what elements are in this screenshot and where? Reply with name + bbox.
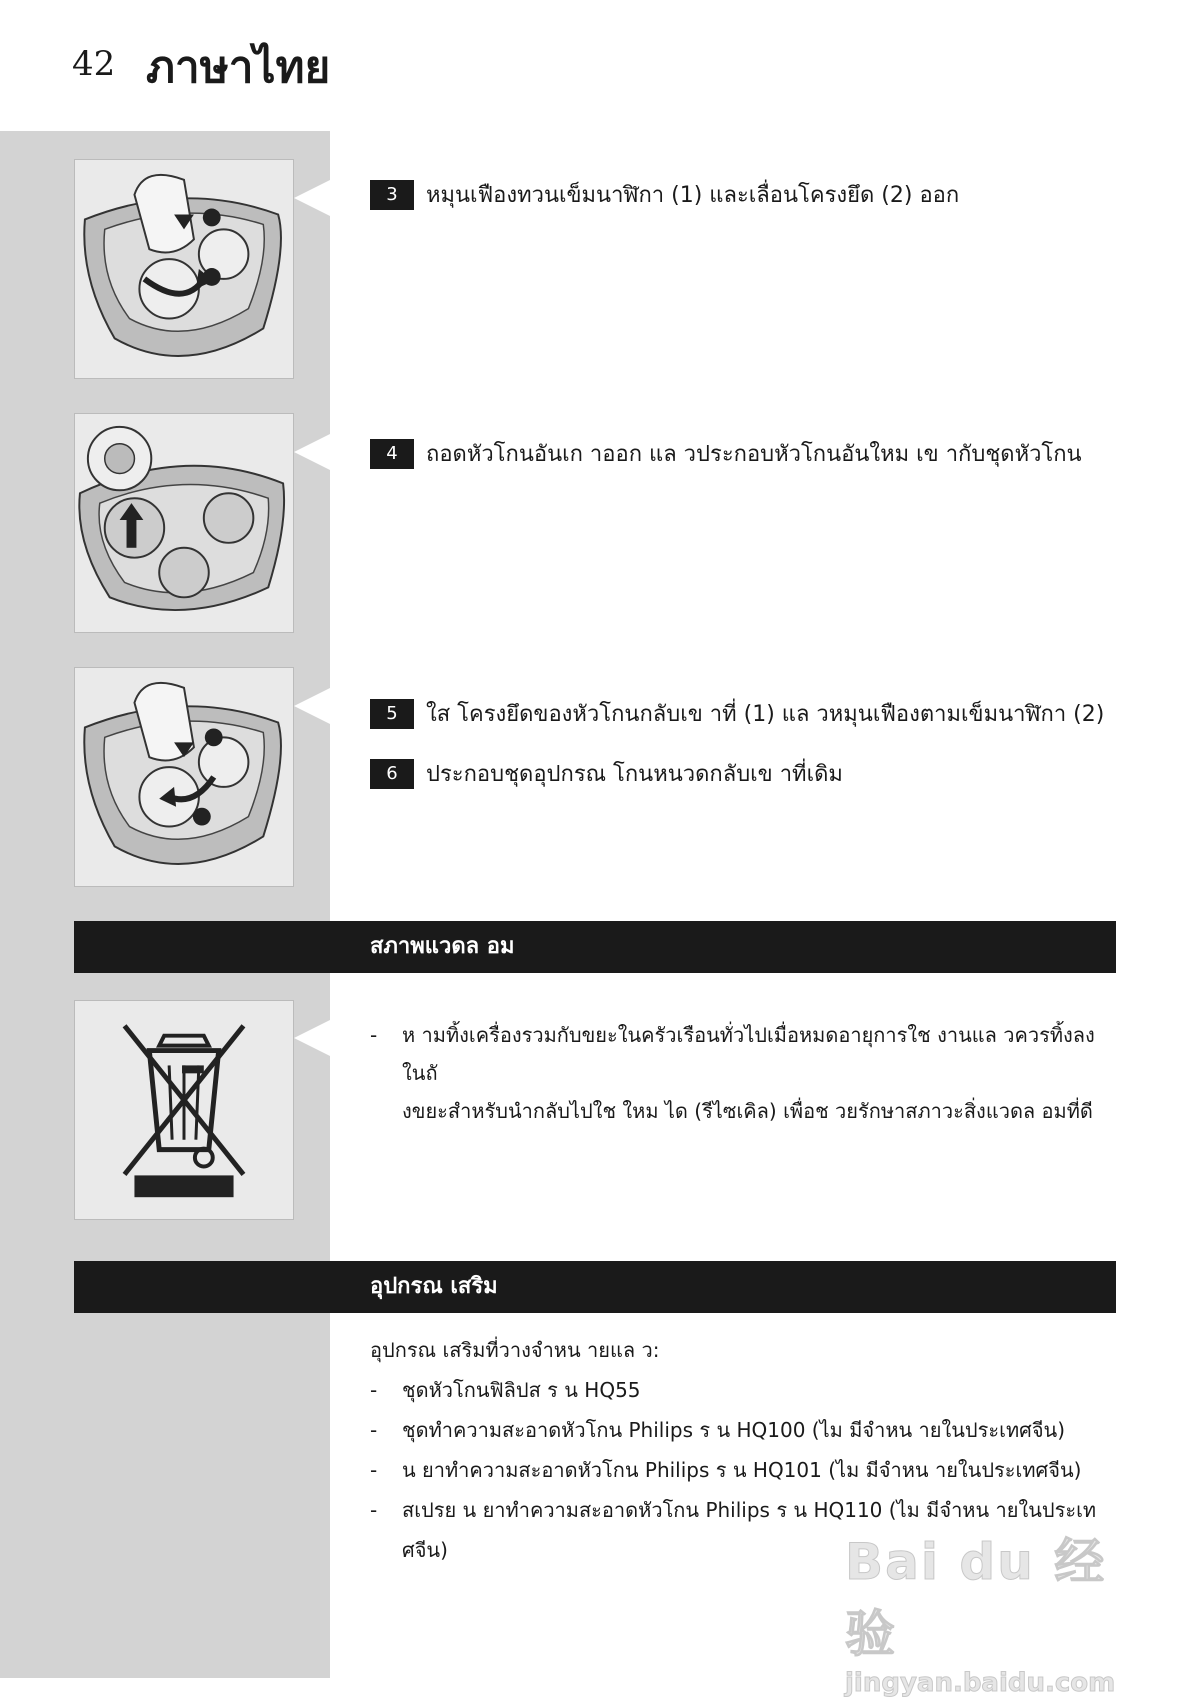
step-5 <box>370 696 1104 731</box>
list-item-text: สเปรย น ยาทำความสะอาดหัวโกน Philips ร น HQ110 (ไม มีจำหน ายในประเท <box>402 1498 1097 1522</box>
bullet-dash: - <box>370 1023 378 1047</box>
illustration-lock-retaining-frame <box>74 667 294 887</box>
pointer-arrow-3 <box>294 688 330 724</box>
environment-text-line-1: ห ามทิ้งเครื่องรวมกับขยะในครัวเรือนทั่วไปเมื่อหมดอายุการใช งานแล วควรทิ้งลงในถั <box>402 1023 1095 1085</box>
step-number-badge: 5 <box>370 699 414 729</box>
list-item <box>370 1450 1120 1490</box>
list-item-text: ชุดทำความสะอาดหัวโกน Philips ร น HQ100 (ไม มีจำหน ายในประเทศจีน) <box>402 1418 1066 1442</box>
watermark-url: jingyan.baidu.com <box>845 1668 1116 1698</box>
pointer-arrow-4 <box>294 1020 330 1056</box>
list-item-continuation: ศจีน) <box>402 1538 448 1562</box>
step-number-badge: 3 <box>370 180 414 210</box>
baidu-watermark <box>845 1522 1125 1698</box>
bullet-dash: - <box>370 1378 378 1402</box>
step-6 <box>370 756 843 791</box>
illustration-replace-shaving-head <box>74 413 294 633</box>
list-item-text: น ยาทำความสะอาดหัวโกน Philips ร น HQ101 (ไม มีจำหน ายในประเทศจีน) <box>402 1458 1082 1482</box>
pointer-arrow-2 <box>294 434 330 470</box>
step-text: ประกอบชุดอุปกรณ โกนหนวดกลับเข าที่เดิม <box>426 762 843 787</box>
step-text: หมุนเฟืองทวนเข็มนาฬิกา (1) และเลื่อนโครงยึด (2) ออก <box>426 183 960 208</box>
section-heading-environment: สภาพแวดล อม <box>74 921 1116 973</box>
step-number-badge: 6 <box>370 759 414 789</box>
step-text: ใส โครงยึดของหัวโกนกลับเข าที่ (1) แล วหมุนเฟืองตามเข็มนาฬิกา (2) <box>426 702 1105 727</box>
step-4 <box>370 436 1082 471</box>
bullet-line <box>370 1016 1120 1092</box>
pointer-arrow-1 <box>294 180 330 216</box>
list-item <box>370 1410 1120 1450</box>
environment-text-line-2: งขยะสำหรับนำกลับไปใช ใหม ได (รีไซเคิล) เพื่อช วยรักษาสภาวะสิ่งแวดล อมที่ดี <box>402 1099 1093 1123</box>
list-item <box>370 1370 1120 1410</box>
bullet-dash: - <box>370 1418 378 1442</box>
page-language-title: ภาษาไทย <box>146 42 331 93</box>
bullet-dash: - <box>370 1498 378 1522</box>
illustration-crossed-out-bin <box>74 1000 294 1220</box>
list-item-text: ชุดหัวโกนฟิลิปส ร น HQ55 <box>402 1378 641 1402</box>
environment-note <box>370 1016 1120 1130</box>
step-number-badge: 4 <box>370 439 414 469</box>
illustration-unlock-retaining-frame <box>74 159 294 379</box>
page-number: 42 <box>72 44 116 84</box>
step-text: ถอดหัวโกนอันเก าออก แล วประกอบหัวโกนอันใหม เข ากับชุดหัวโกน <box>426 442 1082 467</box>
bullet-dash: - <box>370 1458 378 1482</box>
accessories-intro: อุปกรณ เสริมที่วางจำหน ายแล ว: <box>370 1338 660 1362</box>
watermark-logo-text: Bai du 经验 <box>845 1533 1107 1663</box>
section-heading-accessories: อุปกรณ เสริม <box>74 1261 1116 1313</box>
step-3 <box>370 177 959 212</box>
